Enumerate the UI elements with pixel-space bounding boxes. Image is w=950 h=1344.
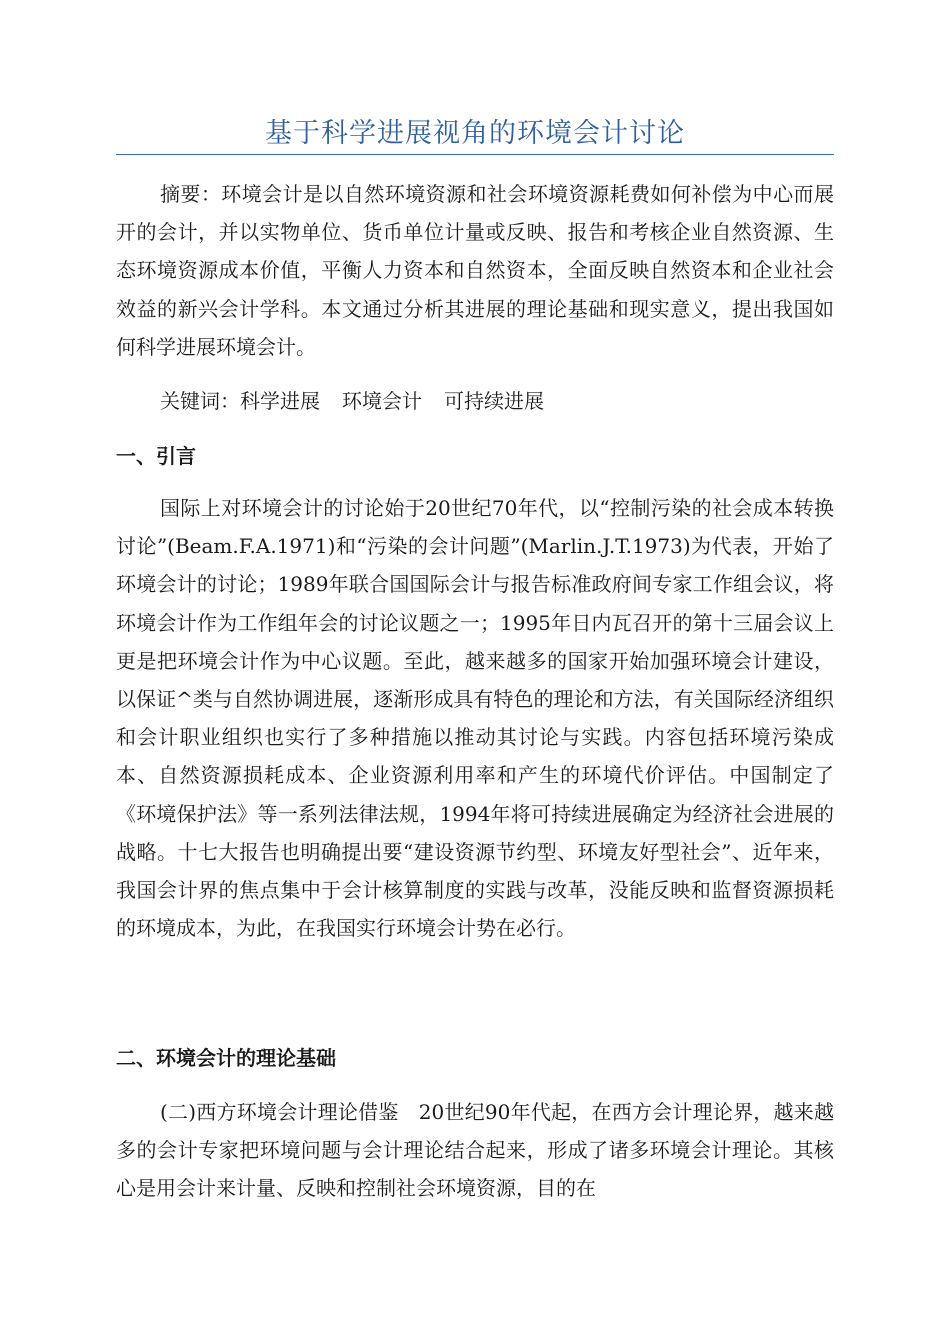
section-heading-introduction: 一、引言 <box>116 444 196 468</box>
keyword-item: 环境会计 <box>342 389 422 413</box>
keywords-label: 关键词： <box>160 389 240 413</box>
keyword-item: 科学进展 <box>240 389 320 413</box>
section-heading-theory: 二、环境会计的理论基础 <box>116 1046 336 1070</box>
keyword-item: 可持续进展 <box>444 389 544 413</box>
introduction-paragraph: 国际上对环境会计的讨论始于20世纪70年代，以“控制污染的社会成本转换讨论”(Beam.F.A.1971)和“污染的会计问题”(Marlin.J.T.1973)为代表，开始了环境会计的讨论；1989年联合国国际会计与报告标准政府间专家工作组会议，将环境会计作为工作组年会的讨论议题之一；1995年日内瓦召开的第十三届会议上更是把环境会计作为中心议题。至此，越来越多的国家开始加强环境会计建设，以保证^类与自然协调进展，逐渐形成具有特色的理论和方法，有关国际经济组织和会计职业组织也实行了多种措施以推动其讨论与实践。内容包括环境污染成本、自然资源损耗成本、企业资源利用率和产生的环境代价评估。中国制定了《环境保护法》等一系列法律法规，1994年将可持续进展确定为经济社会进展的战略。十七大报告也明确提出要“建设资源节约型、环境友好型社会”、近年来，我国会计界的焦点集中于会计核算制度的实践与改革，没能反映和监督资源损耗的环境成本，为此，在我国实行环境会计势在必行。 <box>116 496 834 941</box>
document-title: 基于科学进展视角的环境会计讨论 <box>265 118 685 149</box>
keywords-line <box>160 382 544 420</box>
theory-paragraph: (二)西方环境会计理论借鉴 20世纪90年代起，在西方会计理论界，越来越多的会计专家把环境问题与会计理论结合起来，形成了诸多环境会计理论。其核心是用会计来计量、反映和控制社会环境资源，目的在 <box>116 1100 834 1201</box>
abstract-paragraph: 摘要：环境会计是以自然环境资源和社会环境资源耗费如何补偿为中心而展开的会计，并以实物单位、货币单位计量或反映、报告和考核企业自然资源、生态环境资源成本价值，平衡人力资本和自然资本，全面反映自然资本和企业社会效益的新兴会计学科。本文通过分析其进展的理论基础和现实意义，提出我国如何科学进展环境会计。 <box>116 182 834 359</box>
title-underline <box>116 154 834 155</box>
